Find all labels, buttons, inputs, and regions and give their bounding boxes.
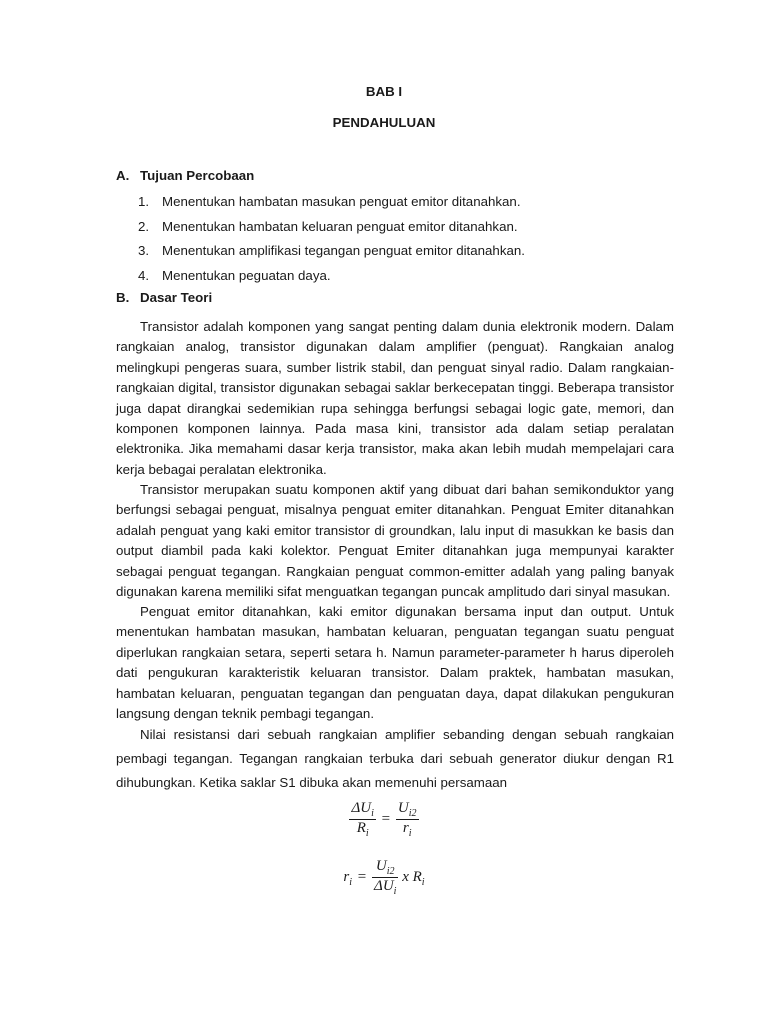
equals-sign: = <box>381 811 391 827</box>
fraction: $\frac{U_{i2}}{r_i}$ <box>397 800 417 839</box>
math-symbol: r <box>343 868 350 885</box>
list-text: Menentukan hambatan masukan penguat emitor ditanahkan. <box>162 194 521 209</box>
objectives-list <box>138 190 658 288</box>
math-symbol: ΔU <box>351 800 372 816</box>
list-item <box>138 215 658 240</box>
fraction: $\frac{\Delta U_i}{R_i}$ <box>351 800 374 839</box>
list-number: 3. <box>138 243 150 258</box>
list-item <box>138 190 658 215</box>
equation-input-resistance: $r_i$ = $\frac{U_{i2}}{\Delta U_i}$ x $R_i$ <box>343 858 425 897</box>
body-paragraph: Transistor merupakan suatu komponen aktif yang dibuat dari bahan semikonduktor yang berfungsi sebagai penguat, misalnya penguat emiter ditanahkan. Penguat Emiter ditanahkan adalah penguat yang kaki emitor transistor di groundkan, lalu input di masukkan ke basis dan output diambil pada kaki kolektor. Penguat Emiter ditanahkan juga mempunyai karakter sebagai penguat tegangan. Rangkaian penguat common-emitter adalah yang paling banyak digunakan karena memiliki sifat menguatkan tegangan puncak amplitudo dari sinyal masukan. <box>116 482 674 600</box>
math-symbol: U <box>375 858 387 874</box>
times-sign: x <box>402 868 409 885</box>
section-title: Dasar Teori <box>140 290 213 305</box>
list-item <box>138 264 658 289</box>
math-symbol: ΔU <box>374 878 394 894</box>
list-number: 1. <box>138 194 150 209</box>
section-letter: A. <box>116 168 130 183</box>
list-text: Menentukan peguatan daya. <box>162 267 331 283</box>
section-letter: B. <box>116 290 130 305</box>
math-symbol: R <box>356 820 366 836</box>
math-symbol: U <box>397 800 409 816</box>
list-number: 2. <box>138 218 150 234</box>
chapter-number: BAB I <box>365 84 403 99</box>
list-text: Menentukan amplifikasi tegangan penguat emitor ditanahkan. <box>162 243 525 258</box>
section-heading-a <box>116 168 254 183</box>
math-symbol: R <box>412 868 422 885</box>
list-text: Menentukan hambatan keluaran penguat emitor ditanahkan. <box>162 218 518 234</box>
math-symbol: r <box>402 820 409 836</box>
section-heading-b <box>116 290 212 305</box>
body-paragraph: Penguat emitor ditanahkan, kaki emitor digunakan bersama input dan output. Untuk menentukan hambatan masukan, hambatan keluaran, penguatan tegangan suatu penguat diperlukan rangkaian setara, seperti setara h. Namun parameter-parameter h harus diperoleh dati pengukuran karakteristik keluaran transistor. Dalam praktek, hambatan masukan, hambatan keluaran, penguatan tegangan dan penguatan daya, dapat dilakukan pengukuran langsung dengan teknik pembagi tegangan. <box>116 604 674 722</box>
list-item <box>138 239 658 264</box>
body-paragraph: Transistor adalah komponen yang sangat penting dalam dunia elektronik modern. Dalam rangkaian analog, transistor digunakan dalam amplifier (penguat). Rangkaian analog melingkupi pengeras suara, sumber listrik stabil, dan penguat sinyal radio. Dalam rangkaian-rangkaian digital, transistor digunakan sebagai saklar berkecepatan tinggi. Beberapa transistor juga dapat dirangkai sedemikian rupa sehingga berfungsi sebagai logic gate, memori, dan komponen komponen lainnya. Pada masa kini, transistor ada dalam setiap peralatan elektronika. Jika memahami dasar kerja transistor, maka akan lebih mudah mempelajari cara kerja bebagai peralatan elektronika. <box>116 319 674 477</box>
body-paragraph: Nilai resistansi dari sebuah rangkaian amplifier sebanding dengan sebuah rangkaian pembagi tegangan. Tegangan rangkaian terbuka dari sebuah generator diukur dengan R1 dihubungkan. Ketika saklar S1 dibuka akan memenuhi persamaan <box>116 727 674 790</box>
equation-ratio <box>0 800 768 839</box>
equals-sign: = <box>357 869 367 885</box>
section-title: Tujuan Percobaan <box>140 168 255 183</box>
fraction: $\frac{U_{i2}}{\Delta U_i}$ <box>374 858 397 897</box>
chapter-title: PENDAHULUAN <box>332 115 436 130</box>
list-number: 4. <box>138 267 150 283</box>
